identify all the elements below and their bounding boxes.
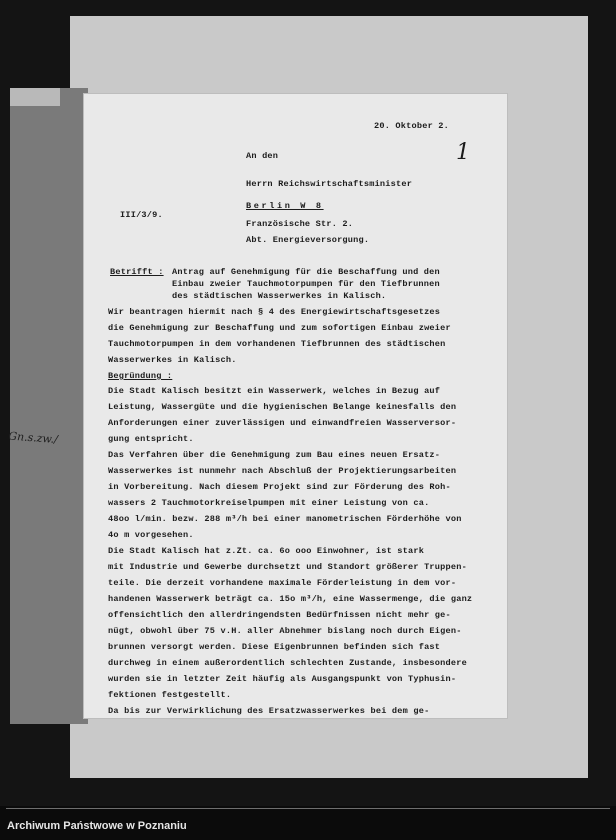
adjacent-page-strip [10,88,60,106]
body-line: 48oo l/min. bezw. 288 m³/h bei einer manometrischen Förderhöhe von [108,514,462,524]
reason-label: Begründung : [108,371,173,381]
body-line: offensichtlich den allerdringendsten Bedürfnissen nicht mehr ge- [108,610,451,620]
request-paragraph-line: Wasserwerkes in Kalisch. [108,355,237,365]
adjacent-page [10,88,88,724]
margin-note: Gn.s.zw./ [7,429,59,447]
request-paragraph-line: Tauchmotorpumpen in dem vorhandenen Tiefbrunnen des städtischen [108,339,446,349]
request-paragraph-line: Wir beantragen hiermit nach § 4 des Energiewirtschaftsgesetzes [108,307,441,317]
recipient-line: Herrn Reichswirtschaftsminister [246,179,413,189]
reference-number: III/3/9. [120,210,163,220]
page-number: 1 [456,140,470,165]
body-line: fektionen festgestellt. [108,690,232,700]
body-line: brunnen versorgt werden. Diese Eigenbrunnen befinden sich fast [108,642,441,652]
request-paragraph-line: die Genehmigung zur Beschaffung und zum sofortigen Einbau zweier [108,323,451,333]
body-line: gung entspricht. [108,434,194,444]
recipient-line: An den [246,151,279,161]
subject-line: des städtischen Wasserwerkes in Kalisch. [172,291,387,301]
body-line: 4o m vorgesehen. [108,530,194,540]
subject-line: Antrag auf Genehmigung für die Beschaffung und den [172,267,440,277]
body-line: nügt, obwohl über 75 v.H. aller Abnehmer bislang noch durch Eigen- [108,626,462,636]
body-line: wurden sie in letzter Zeit häufig als Ausgangspunkt von Typhusin- [108,674,457,684]
body-line: Wasserwerkes ist nunmehr nach Abschluß der Projektierungsarbeiten [108,466,457,476]
subject-line: Einbau zweier Tauchmotorpumpen für den Tiefbrunnen [172,279,440,289]
recipient-street: Französische Str. 2. [246,219,354,229]
body-line: in Vorbereitung. Nach diesem Projekt sind zur Förderung des Roh- [108,482,451,492]
body-line: mit Industrie und Gewerbe durchsetzt und Standort größerer Truppen- [108,562,467,572]
body-line: teile. Die derzeit vorhandene maximale Förderleistung in dem vor- [108,578,457,588]
body-line: Das Verfahren über die Genehmigung zum Bau eines neuen Ersatz- [108,450,441,460]
body-line: Die Stadt Kalisch hat z.Zt. ca. 6o ooo Einwohner, ist stark [108,546,425,556]
archive-footer [0,806,616,840]
body-line: Leistung, Wassergüte und die hygienischen Belange keinesfalls den [108,402,457,412]
body-line: handenen Wasserwerk beträgt ca. 15o m³/h, eine Wassermenge, die ganz [108,594,473,604]
footer-divider [6,808,610,809]
body-line: wassers 2 Tauchmotorkreiselpumpen mit einer Leistung von ca. [108,498,430,508]
body-line: Die Stadt Kalisch besitzt ein Wasserwerk, welches in Bezug auf [108,386,441,396]
recipient-department: Abt. Energieversorgung. [246,235,370,245]
subject-label: Betrifft : [110,267,164,277]
body-line: Anforderungen einer zuverlässigen und einwandfreien Wasserversor- [108,418,457,428]
letter-date: 20. Oktober 2. [374,121,449,131]
recipient-city: Berlin W 8 [246,201,324,211]
archive-name: Archiwum Państwowe w Poznaniu [7,820,187,832]
body-line: durchweg in einem außerordentlich schlechten Zustande, insbesondere [108,658,467,668]
body-line: Da bis zur Verwirklichung des Ersatzwasserwerkes bei dem ge- [108,706,430,716]
